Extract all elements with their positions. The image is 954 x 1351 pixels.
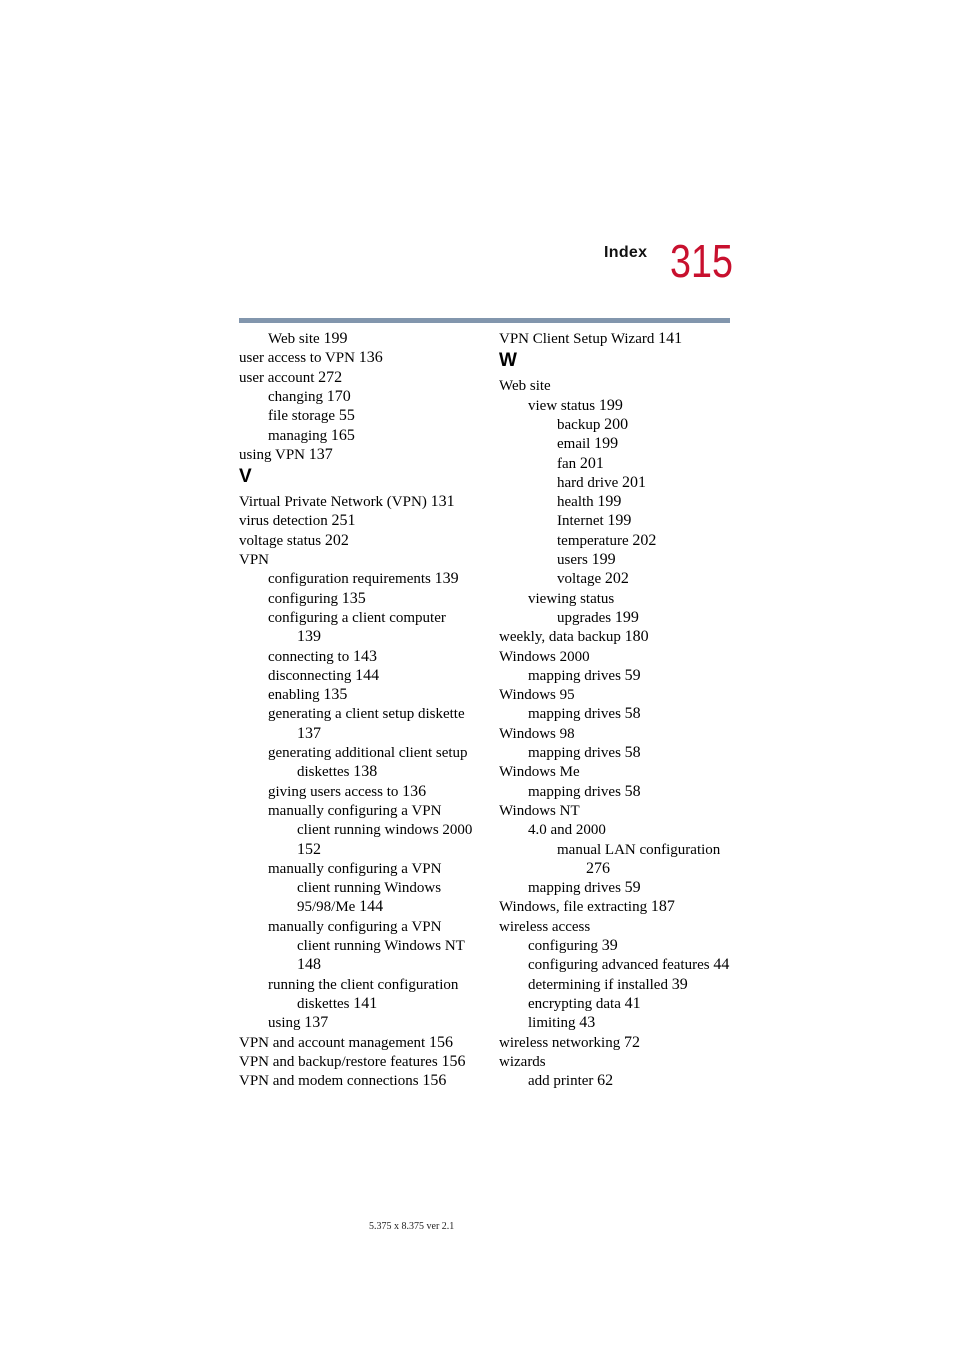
index-entry <box>528 667 641 685</box>
entry-term: email <box>557 436 591 453</box>
index-entry <box>528 956 729 974</box>
entry-page-ref[interactable]: 276 <box>586 859 610 877</box>
entry-page-ref[interactable]: 272 <box>318 368 343 386</box>
entry-term: diskettes <box>297 995 350 1012</box>
entry-term: diskettes <box>297 764 350 781</box>
index-entry <box>557 493 621 511</box>
entry-term: generating a client setup diskette <box>268 706 465 723</box>
entry-page-ref[interactable]: 135 <box>323 686 348 704</box>
entry-term: user access to VPN <box>239 350 355 367</box>
index-entry <box>297 841 321 859</box>
entry-term: VPN and account management <box>239 1034 426 1051</box>
entry-term: Windows, file extracting <box>499 899 648 916</box>
entry-term: Virtual Private Network (VPN) <box>239 494 427 511</box>
entry-page-ref[interactable]: 43 <box>579 1014 596 1032</box>
entry-page-ref[interactable]: 165 <box>330 426 355 444</box>
index-entry <box>528 995 641 1013</box>
entry-page-ref[interactable]: 141 <box>658 330 683 347</box>
entry-page-ref[interactable]: 141 <box>353 994 378 1012</box>
entry-page-ref[interactable]: 156 <box>441 1052 466 1070</box>
entry-term: Web site <box>499 378 551 395</box>
entry-term: limiting <box>528 1015 576 1032</box>
entry-page-ref[interactable]: 201 <box>621 473 646 491</box>
entry-page-ref[interactable]: 200 <box>604 415 629 433</box>
entry-term: client running Windows NT <box>297 938 465 954</box>
index-entry <box>499 1053 546 1071</box>
entry-term: mapping drives <box>528 880 621 897</box>
entry-term: managing <box>268 427 328 444</box>
index-entry <box>528 744 641 762</box>
index-entry <box>268 648 377 666</box>
entry-page-ref[interactable]: 138 <box>353 763 378 781</box>
entry-term: encrypting data <box>528 995 621 1012</box>
entry-page-ref[interactable]: 199 <box>598 396 623 414</box>
entry-term: user account <box>239 369 315 386</box>
entry-term: users <box>557 552 588 568</box>
index-entry <box>499 628 649 646</box>
entry-term: mapping drives <box>528 706 621 723</box>
index-entry <box>499 648 590 666</box>
index-entry <box>268 609 446 627</box>
entry-term: client running windows 2000 <box>297 822 473 839</box>
entry-page-ref[interactable]: 199 <box>591 551 616 568</box>
index-entry <box>268 705 465 723</box>
entry-page-ref[interactable]: 202 <box>324 531 349 549</box>
index-entry <box>268 407 355 425</box>
entry-page-ref[interactable]: 144 <box>359 898 384 916</box>
entry-term: wireless networking <box>499 1034 621 1051</box>
index-entry <box>557 609 639 627</box>
index-entry <box>239 1072 446 1090</box>
entry-page-ref[interactable]: 180 <box>624 628 649 646</box>
entry-page-ref[interactable]: 199 <box>594 435 619 453</box>
index-entry <box>528 937 618 955</box>
index-entry <box>297 956 321 974</box>
index-entry <box>268 802 441 820</box>
entry-page-ref[interactable]: 144 <box>355 666 380 684</box>
index-entry <box>268 570 459 588</box>
entry-term: Web site <box>268 331 320 347</box>
index-entry <box>268 976 458 994</box>
index-entry <box>268 744 468 762</box>
entry-page-ref[interactable]: 39 <box>671 975 688 993</box>
entry-term: using VPN <box>239 446 305 463</box>
entry-page-ref[interactable]: 202 <box>604 570 629 588</box>
entry-page-ref[interactable]: 58 <box>624 782 641 800</box>
index-entry <box>239 493 455 511</box>
index-entry <box>557 512 631 530</box>
entry-page-ref[interactable]: 199 <box>614 608 639 626</box>
index-entry <box>268 686 347 704</box>
index-entry <box>528 976 688 994</box>
index-entry <box>499 763 580 781</box>
entry-term: Windows NT <box>499 802 580 819</box>
entry-page-ref[interactable]: 44 <box>713 956 730 974</box>
entry-term: Windows 98 <box>499 725 575 742</box>
index-entry <box>297 937 465 955</box>
entry-term: temperature <box>557 532 629 549</box>
entry-page-ref[interactable]: 199 <box>597 493 622 511</box>
index-entry <box>528 1072 613 1090</box>
index-entry <box>268 330 347 348</box>
entry-page-ref[interactable]: 55 <box>338 407 355 425</box>
entry-term: VPN and backup/restore features <box>239 1053 438 1070</box>
index-entry <box>528 783 641 801</box>
entry-term: voltage status <box>239 532 322 549</box>
entry-term: running the client configuration <box>268 976 459 993</box>
entry-page-ref[interactable]: 199 <box>323 330 348 347</box>
header-rule <box>239 318 730 323</box>
index-entry <box>268 860 441 878</box>
entry-term: VPN <box>239 552 270 568</box>
index-entry <box>528 1014 595 1032</box>
entry-page-ref[interactable]: 58 <box>624 744 641 761</box>
index-entry <box>528 590 614 608</box>
index-entry <box>499 725 575 743</box>
entry-page-ref[interactable]: 148 <box>297 956 321 974</box>
entry-term: using <box>268 1015 301 1032</box>
index-entry <box>268 667 379 685</box>
entry-term: enabling <box>268 687 320 704</box>
index-entry <box>297 879 441 897</box>
entry-page-ref[interactable]: 139 <box>297 628 321 646</box>
entry-term: configuring advanced features <box>528 957 710 974</box>
entry-term: VPN and modem connections <box>239 1073 419 1090</box>
index-entry <box>239 1053 465 1071</box>
index-entry <box>268 918 441 936</box>
index-entry <box>239 512 355 530</box>
entry-page-ref[interactable]: 59 <box>624 666 641 684</box>
index-entry <box>239 369 342 387</box>
entry-term: fan <box>557 455 577 472</box>
entry-term: voltage <box>557 571 602 588</box>
index-entry <box>297 821 472 839</box>
index-entry <box>528 879 641 897</box>
entry-term: hard drive <box>557 474 619 491</box>
index-entry <box>268 1014 328 1032</box>
index-entry <box>499 686 575 704</box>
entry-page-ref[interactable]: 139 <box>434 570 459 588</box>
entry-term: disconnecting <box>268 667 352 684</box>
entry-term: configuration requirements <box>268 571 431 588</box>
entry-term: manual LAN configuration <box>557 841 721 858</box>
entry-term: add printer <box>528 1073 594 1090</box>
entry-term: configuring a client computer <box>268 609 446 626</box>
entry-term: changing <box>268 388 323 405</box>
index-entry <box>297 763 377 781</box>
entry-term: VPN Client Setup Wizard <box>499 331 655 347</box>
entry-term: 4.0 and 2000 <box>528 822 606 839</box>
index-entry <box>557 532 656 550</box>
entry-term: connecting to <box>268 648 350 665</box>
index-entry <box>239 446 333 464</box>
index-entry <box>557 435 618 453</box>
entry-term: configuring <box>268 590 338 607</box>
entry-page-ref[interactable]: 137 <box>308 445 333 463</box>
index-entry <box>499 330 682 348</box>
entry-page-ref[interactable]: 156 <box>422 1072 447 1090</box>
index-entry <box>499 918 590 936</box>
entry-page-ref[interactable]: 41 <box>624 994 641 1012</box>
index-entry <box>239 551 269 569</box>
entry-page-ref[interactable]: 199 <box>607 512 632 530</box>
index-entry <box>528 821 606 839</box>
entry-term: Windows 2000 <box>499 648 590 665</box>
entry-term: virus detection <box>239 513 328 530</box>
entry-term: client running Windows <box>297 880 442 897</box>
section-letter: V <box>239 466 252 488</box>
entry-term: mapping drives <box>528 745 621 761</box>
entry-page-ref[interactable]: 131 <box>430 493 455 511</box>
index-entry <box>586 860 610 878</box>
section-letter: W <box>499 350 517 372</box>
entry-term: 95/98/Me <box>297 899 356 916</box>
entry-page-ref[interactable]: 170 <box>326 387 351 405</box>
entry-page-ref[interactable]: 187 <box>650 898 675 916</box>
index-entry <box>239 1034 453 1052</box>
index-entry <box>557 841 720 859</box>
entry-page-ref[interactable]: 202 <box>632 531 657 549</box>
index-entry <box>297 995 377 1013</box>
index-entry <box>528 397 623 415</box>
entry-page-ref[interactable]: 201 <box>579 454 604 472</box>
entry-term: Windows Me <box>499 764 580 781</box>
footer-note: 5.375 x 8.375 ver 2.1 <box>369 1221 455 1232</box>
entry-page-ref[interactable]: 39 <box>601 937 618 954</box>
index-entry <box>499 802 580 820</box>
entry-page-ref[interactable]: 58 <box>624 705 641 723</box>
entry-term: Windows 95 <box>499 687 575 704</box>
entry-page-ref[interactable]: 137 <box>297 724 321 742</box>
index-entry <box>499 377 551 395</box>
entry-page-ref[interactable]: 62 <box>597 1072 614 1090</box>
index-entry <box>268 590 366 608</box>
index-entry <box>268 783 426 801</box>
entry-term: view status <box>528 397 596 414</box>
entry-term: weekly, data backup <box>499 629 621 646</box>
entry-term: manually configuring a VPN <box>268 860 442 877</box>
entry-term: health <box>557 494 594 511</box>
index-entry <box>268 427 355 445</box>
entry-term: manually configuring a VPN <box>268 802 442 819</box>
entry-term: backup <box>557 416 601 433</box>
entry-term: Internet <box>557 513 604 530</box>
index-entry <box>297 628 321 646</box>
entry-page-ref[interactable]: 152 <box>297 840 321 858</box>
entry-term: wireless access <box>499 918 591 935</box>
index-entry <box>528 705 641 723</box>
entry-term: viewing status <box>528 590 615 607</box>
index-entry <box>499 1034 640 1052</box>
entry-term: mapping drives <box>528 783 621 800</box>
running-header-label: Index <box>604 244 648 261</box>
entry-term: generating additional client setup <box>268 745 468 761</box>
index-entry <box>268 388 351 406</box>
entry-term: mapping drives <box>528 667 621 684</box>
entry-page-ref[interactable]: 72 <box>623 1033 640 1051</box>
entry-page-ref[interactable]: 135 <box>341 589 366 607</box>
entry-term: file storage <box>268 408 336 425</box>
index-entry <box>239 532 349 550</box>
index-entry <box>297 898 383 916</box>
index-entry <box>239 349 383 367</box>
entry-page-ref[interactable]: 251 <box>331 512 356 530</box>
entry-term: determining if installed <box>528 976 668 993</box>
index-entry <box>557 455 604 473</box>
entry-page-ref[interactable]: 143 <box>352 647 377 665</box>
entry-page-ref[interactable]: 137 <box>304 1014 329 1032</box>
entry-term: upgrades <box>557 609 612 626</box>
index-entry <box>557 474 646 492</box>
entry-term: configuring <box>528 938 598 954</box>
index-entry <box>297 725 321 743</box>
entry-term: wizards <box>499 1053 546 1070</box>
index-entry <box>557 570 629 588</box>
page-number: 315 <box>670 235 733 287</box>
entry-term: manually configuring a VPN <box>268 918 442 935</box>
entry-page-ref[interactable]: 136 <box>402 782 427 800</box>
index-entry <box>557 551 616 569</box>
index-entry <box>499 898 675 916</box>
index-entry <box>557 416 628 434</box>
entry-term: giving users access to <box>268 783 399 800</box>
entry-page-ref[interactable]: 156 <box>428 1033 453 1051</box>
entry-page-ref[interactable]: 136 <box>358 349 383 367</box>
entry-page-ref[interactable]: 59 <box>624 879 641 897</box>
